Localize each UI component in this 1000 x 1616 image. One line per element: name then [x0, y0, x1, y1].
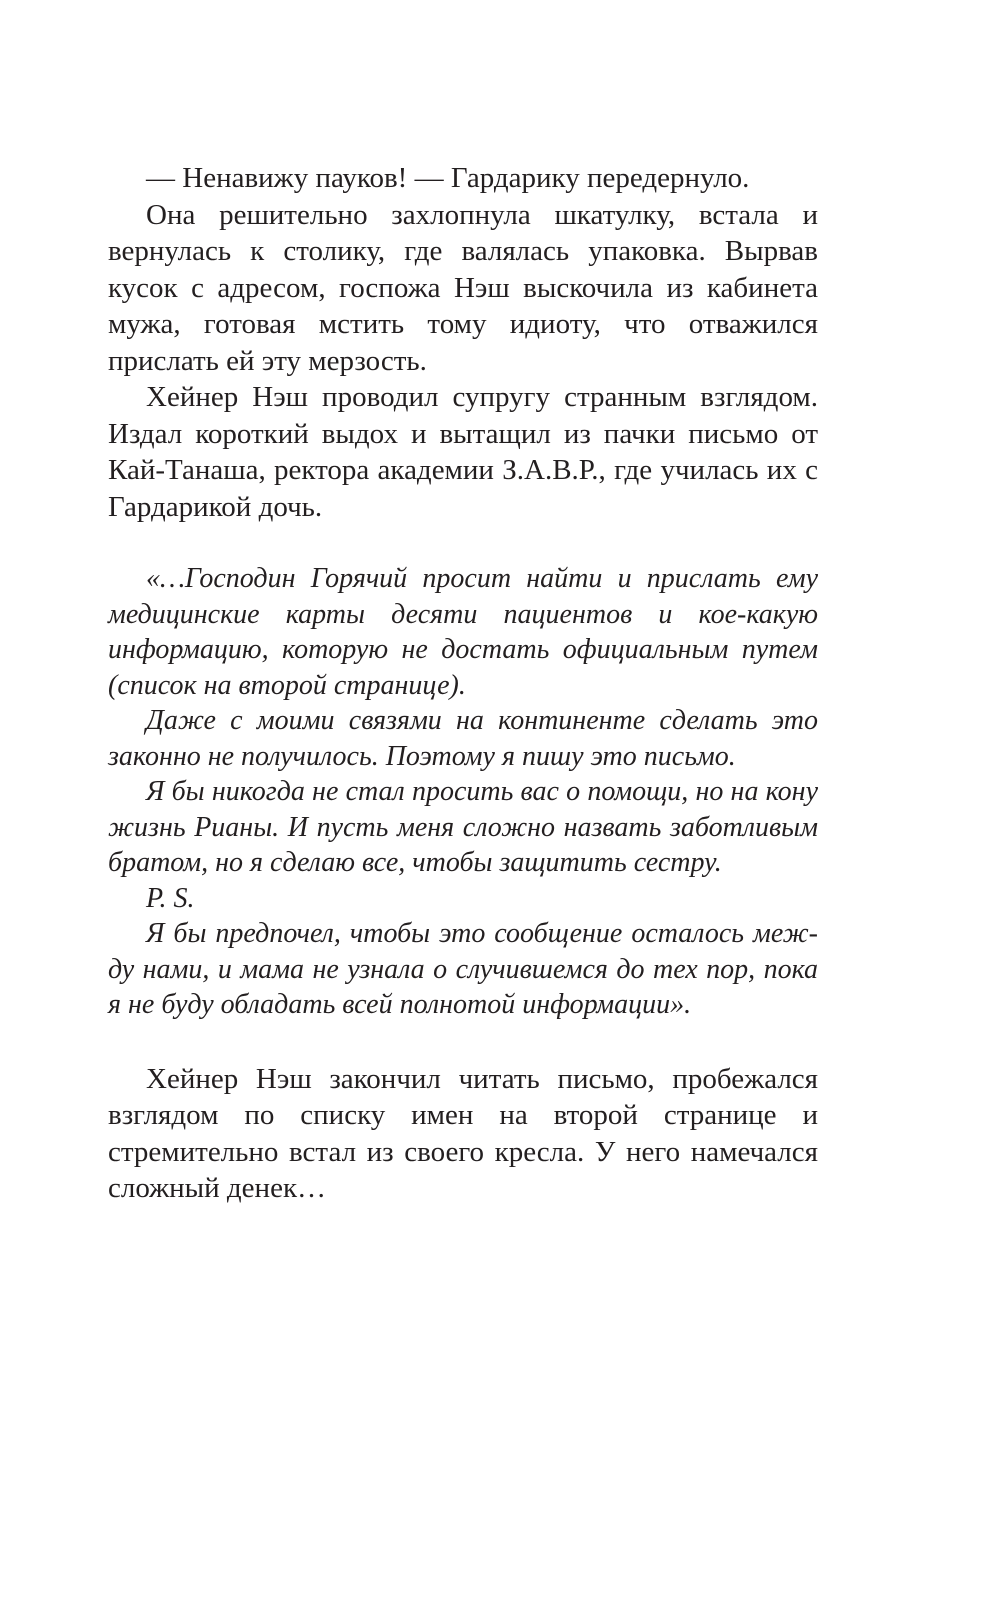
paragraph: Она решительно захлопнула шкатулку, встала и вернулась к столику, где валялась упаковка. Вырвав кусок с адресом, госпожа Нэш выскочила из кабинета мужа, готовая мстить тому идиоту, что отважился прислать ей эту мерзость. [108, 198, 818, 377]
letter-paragraph: Я бы никогда не стал просить вас о помощи, но на кону жизнь Рианы. И пусть меня сложно назвать заботливым братом, но я сделаю все, чтобы защитить сестру. [108, 776, 818, 878]
paragraph: Хейнер Нэш закончил читать письмо, пробежался взглядом по списку имен на второй странице и стремительно встал из своего кресла. У него намечался сложный денек… [108, 1062, 818, 1204]
letter-postscript-label: P. S. [146, 882, 195, 914]
paragraph: Хейнер Нэш проводил супругу странным взглядом. Издал короткий выдох и вытащил из пачки письмо от Кай-Танаша, ректора академии З.А.В.Р., где училась их с Гардарикой дочь. [108, 381, 818, 523]
letter-paragraph: «…Господин Горячий просит найти и прислать ему медицинские карты десяти пациентов и кое-какую информацию, которую не достать официальным путем (список на второй странице). [108, 563, 818, 701]
letter-paragraph: Даже с моими связями на континенте сделать это законно не получилось. Поэтому я пишу это письмо. [108, 705, 818, 772]
narrative-top [108, 160, 818, 525]
page-body [108, 160, 818, 1207]
narrative-bottom [108, 1061, 818, 1207]
letter-paragraph: Я бы предпочел, чтобы это сообщение осталось между нами, и мама не узнала о случившемся до тех пор, пока я не буду обладать всей полнотой информации». [108, 918, 818, 1020]
paragraph: — Ненавижу пауков! — Гардарику передернуло. [146, 162, 750, 194]
letter-quote [108, 561, 818, 1023]
